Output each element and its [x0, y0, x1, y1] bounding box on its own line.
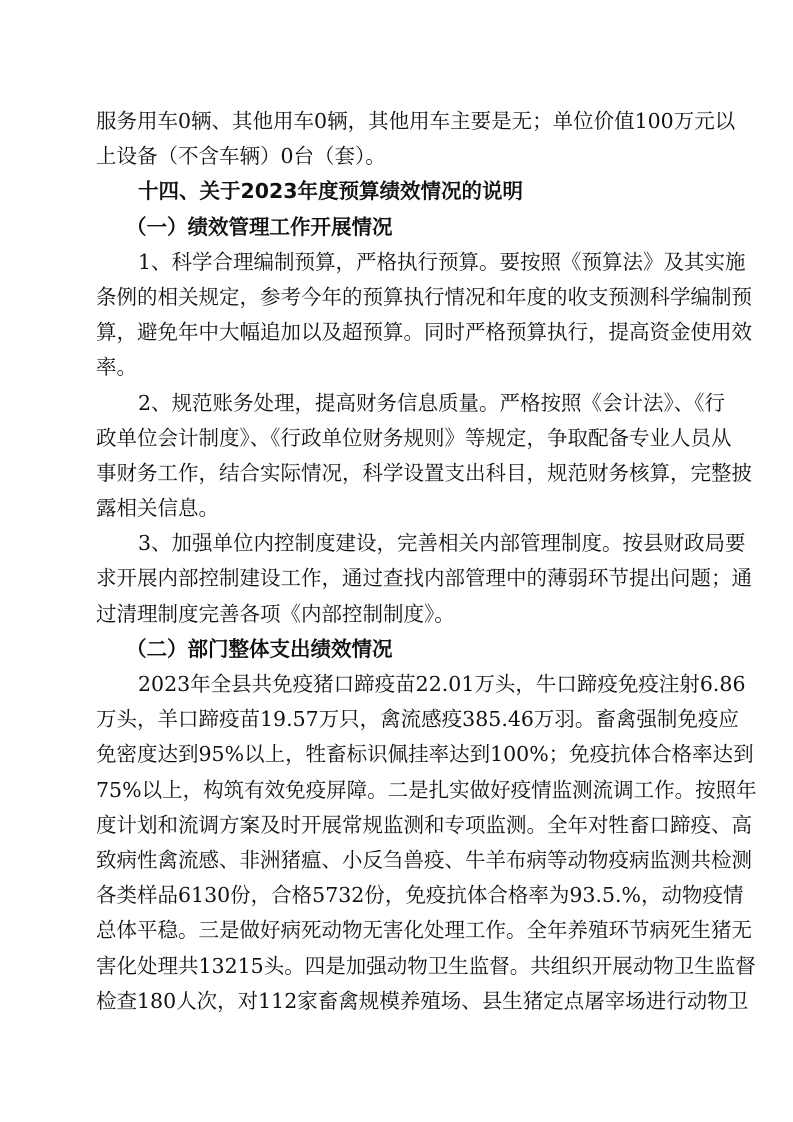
text-line: 检查180人次，对112家畜禽规模养殖场、县生猪定点屠宰场进行动物卫 [96, 988, 749, 1013]
text-line: 害化处理共13215头。四是加强动物卫生监督。共组织开展动物卫生监督 [96, 953, 756, 978]
subsection-heading [96, 632, 704, 667]
paragraph [96, 386, 752, 527]
text-line: 过清理制度完善各项《内部控制制度》。 [96, 601, 455, 626]
text-line: 率。 [96, 355, 137, 380]
subsection-heading [96, 210, 704, 245]
text-line: 各类样品6130份，合格5732份，免疫抗体合格率为93.5.%，动物疫情 [96, 883, 744, 908]
text-line: 3、加强单位内控制度建设，完善相关内部管理制度。按县财政局要 [138, 531, 746, 556]
text-line: 总体平稳。三是做好病死动物无害化处理工作。全年养殖环节病死生猪无 [96, 918, 752, 943]
text-line: 1、科学合理编制预算，严格执行预算。要按照《预算法》及其实施 [138, 249, 746, 274]
text-line: 条例的相关规定，参考今年的预算执行情况和年度的收支预测科学编制预 [96, 284, 752, 309]
text-line: 致病性禽流感、非洲猪瘟、小反刍兽疫、牛羊布病等动物疫病监测共检测 [96, 847, 752, 872]
text-line: 上设备（不含车辆）0台（套）。 [96, 144, 386, 169]
text-line: 求开展内部控制建设工作，通过查找内部管理中的薄弱环节提出问题；通 [96, 566, 752, 591]
text-line: 算，避免年中大幅追加以及超预算。同时严格预算执行，提高资金使用效 [96, 320, 752, 345]
text-line: 露相关信息。 [96, 496, 219, 521]
text-line: 服务用车0辆、其他用车0辆，其他用车主要是无；单位价值100万元以 [96, 109, 736, 133]
text-line: （一）绩效管理工作开展情况 [126, 214, 393, 239]
text-line: （二）部门整体支出绩效情况 [126, 636, 393, 661]
section-heading [96, 174, 704, 209]
document-page [96, 104, 757, 1019]
paragraph [96, 104, 736, 174]
paragraph [96, 526, 752, 632]
text-line: 2023年全县共免疫猪口蹄疫苗22.01万头，牛口蹄疫免疫注射6.86 [138, 672, 746, 696]
text-line: 政单位会计制度》、《行政单位财务规则》等规定，争取配备专业人员从 [96, 425, 732, 450]
text-line: 事财务工作，结合实际情况，科学设置支出科目，规范财务核算，完整披 [96, 460, 752, 485]
text-line: 度计划和流调方案及时开展常规监测和专项监测。全年对牲畜口蹄疫、高 [96, 812, 752, 837]
text-line: 十四、关于2023年度预算绩效情况的说明 [138, 179, 524, 204]
paragraph [96, 667, 757, 1019]
text-line: 2、规范账务处理，提高财务信息质量。严格按照《会计法》、《行 [138, 390, 726, 415]
text-line: 万头，羊口蹄疫苗19.57万只，禽流感疫385.46万羽。畜禽强制免疫应 [96, 707, 739, 732]
text-line: 免密度达到95%以上，牲畜标识佩挂率达到100%；免疫抗体合格率达到 [96, 742, 754, 767]
text-line: 75%以上，构筑有效免疫屏障。二是扎实做好疫情监测流调工作。按照年 [96, 777, 757, 802]
paragraph [96, 245, 752, 386]
